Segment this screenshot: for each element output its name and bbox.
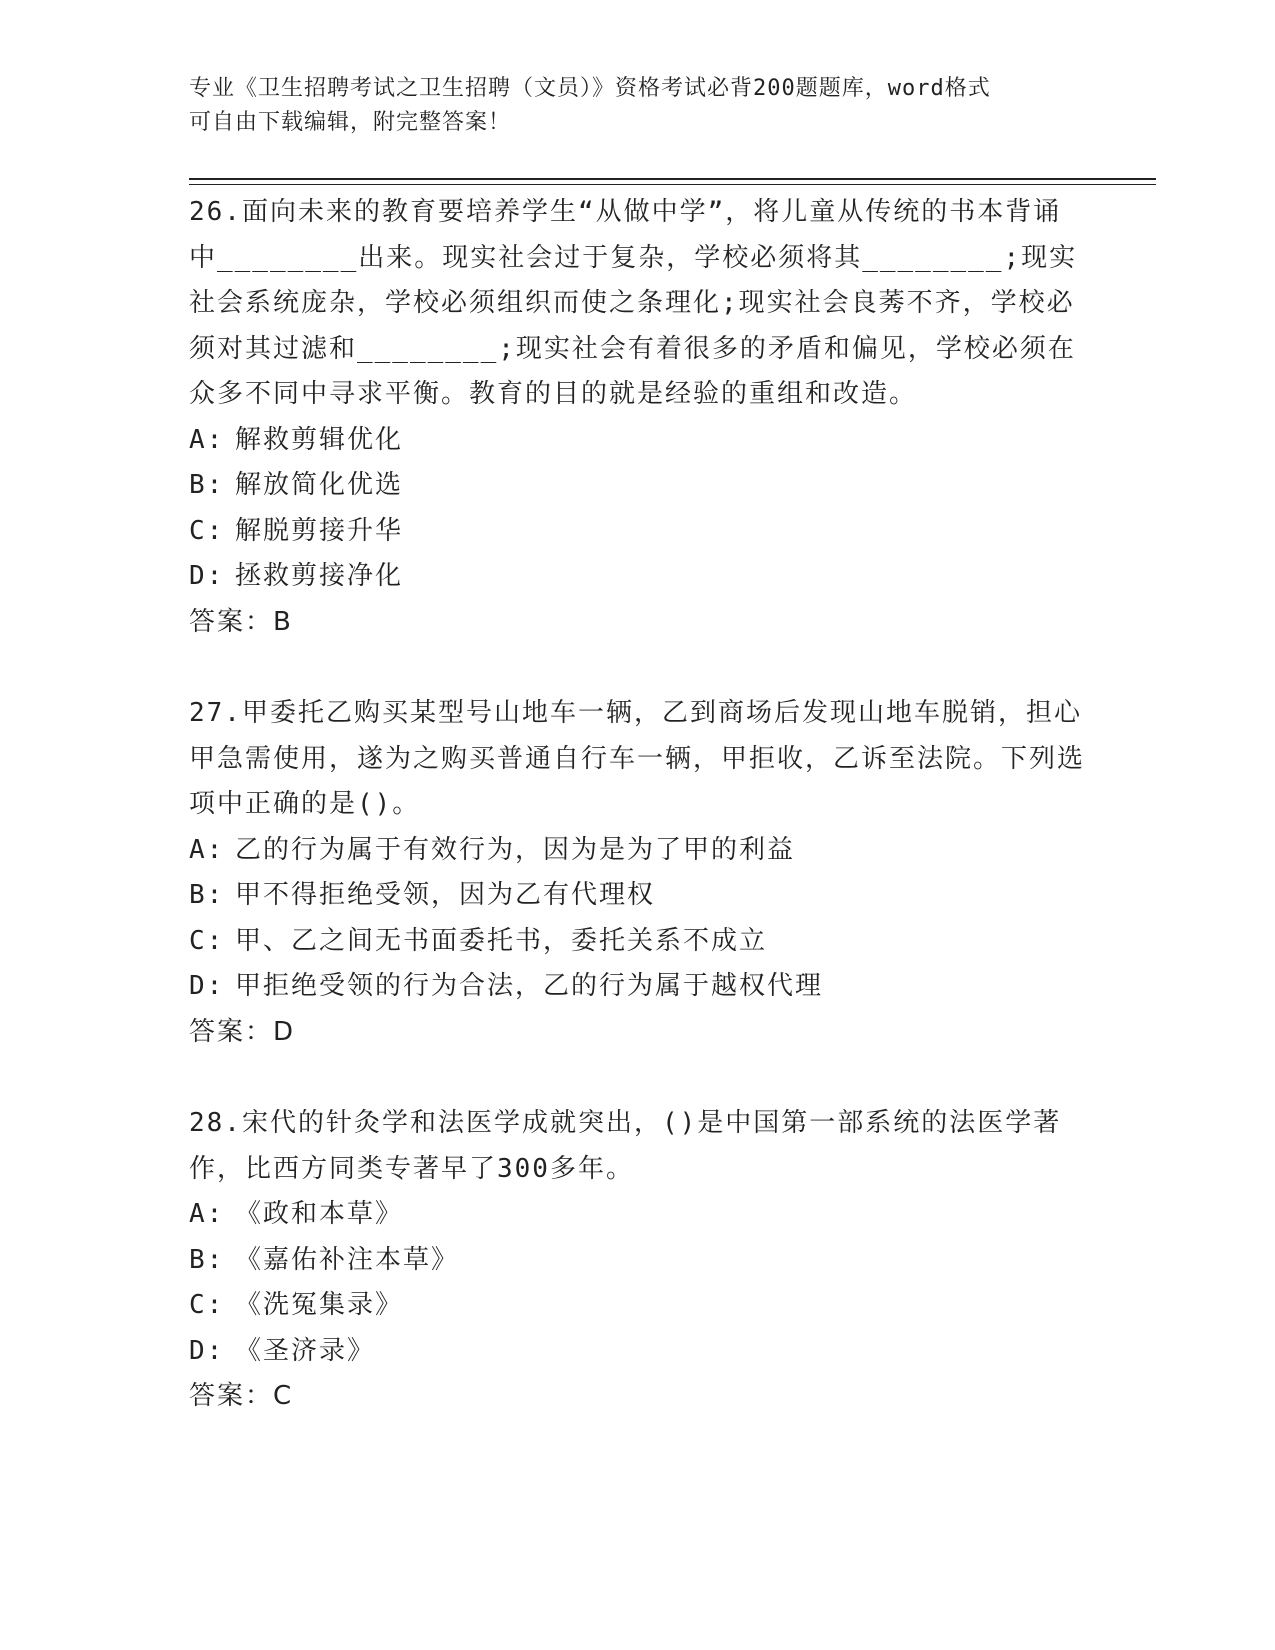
question-27	[189, 691, 1089, 1055]
header-line-2: 可自由下载编辑，附完整答案！	[189, 110, 512, 135]
option-d	[189, 964, 1089, 1010]
option-b	[189, 463, 1089, 509]
option-text: 解脱剪接升华	[235, 515, 404, 546]
header-line-1: 专业《卫生招聘考试之卫生招聘（文员）》资格考试必背200题题库，word格式	[189, 76, 991, 101]
option-letter: D:	[189, 561, 225, 591]
option-text: 解救剪辑优化	[235, 424, 404, 455]
option-b	[189, 1238, 1089, 1284]
answer-line: 答案：D	[189, 1016, 296, 1047]
option-letter: B:	[189, 1244, 225, 1275]
option-a	[189, 1192, 1089, 1238]
option-letter: B:	[189, 880, 225, 910]
option-c	[189, 509, 1089, 555]
option-list	[189, 828, 1089, 1010]
option-d	[189, 1329, 1089, 1375]
option-c	[189, 919, 1089, 965]
option-text: 乙的行为属于有效行为，因为是为了甲的利益	[235, 834, 796, 865]
answer-line: 答案：B	[189, 606, 293, 637]
option-letter: C:	[189, 1290, 225, 1320]
option-text: 甲、乙之间无书面委托书，委托关系不成立	[235, 925, 768, 956]
option-letter: D:	[189, 1335, 225, 1366]
option-a	[189, 418, 1089, 464]
option-letter: C:	[189, 515, 225, 546]
option-text: 《圣济录》	[235, 1335, 376, 1366]
option-a	[189, 828, 1089, 874]
option-letter: A:	[189, 834, 225, 865]
question-26	[189, 190, 1089, 645]
option-list	[189, 1192, 1089, 1374]
option-letter: C:	[189, 925, 225, 956]
option-letter: A:	[189, 424, 225, 455]
option-text: 解放简化优选	[235, 470, 404, 500]
option-b	[189, 873, 1089, 919]
question-list	[189, 190, 1089, 1466]
question-28	[189, 1101, 1089, 1420]
option-letter: D:	[189, 971, 225, 1001]
option-text: 甲拒绝受领的行为合法，乙的行为属于越权代理	[235, 971, 824, 1001]
option-text: 《洗冤集录》	[235, 1290, 404, 1320]
question-stem: 27.甲委托乙购买某型号山地车一辆，乙到商场后发现山地车脱销，担心甲急需使用，遂为之购买普通自行车一辆，甲拒收，乙诉至法院。下列选项中正确的是()。	[189, 698, 1086, 819]
option-c	[189, 1283, 1089, 1329]
option-list	[189, 418, 1089, 600]
option-text: 《嘉佑补注本草》	[235, 1244, 460, 1275]
header-divider-thick	[189, 178, 1156, 180]
option-text: 甲不得拒绝受领，因为乙有代理权	[235, 880, 656, 910]
question-stem: 28.宋代的针灸学和法医学成就突出，()是中国第一部系统的法医学著作，比西方同类专著早了300多年。	[189, 1108, 1062, 1184]
option-text: 拯救剪接净化	[235, 561, 404, 591]
option-letter: A:	[189, 1199, 225, 1229]
document-header	[189, 72, 1089, 140]
header-divider-thin	[189, 184, 1156, 185]
answer-line: 答案：C	[189, 1381, 294, 1411]
option-d	[189, 554, 1089, 600]
option-text: 《政和本草》	[235, 1199, 404, 1229]
question-stem: 26.面向未来的教育要培养学生“从做中学”，将儿童从传统的书本背诵中________出来。现实社会过于复杂，学校必须将其________;现实社会系统庞杂，学校必须组织而使之条理化;现实社会良莠不齐，学校必须对其过滤和________;现实社会有着很多的矛盾和偏见，学校必须在众多不同中寻求平衡。教育的目的就是经验的重组和改造。	[189, 197, 1078, 409]
option-letter: B:	[189, 470, 225, 500]
